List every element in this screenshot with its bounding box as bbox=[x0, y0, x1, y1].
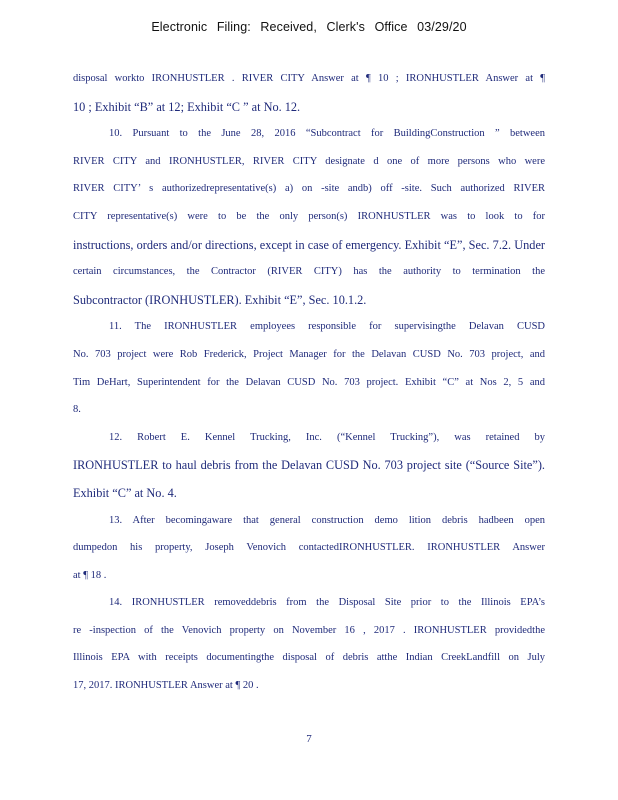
text-line: IRONHUSTLER to haul debris from the Delavan CUSD No. 703 project site (“Source Site”). bbox=[73, 458, 545, 473]
text-line: 12. Robert E. Kennel Trucking, Inc. (“Kennel Trucking”), was retained by bbox=[109, 431, 545, 443]
text-line: at ¶ 18 . bbox=[73, 569, 107, 581]
text-line: Subcontractor (IRONHUSTLER). Exhibit “E”, Sec. 10.1.2. bbox=[73, 292, 367, 307]
text-line: 11. The IRONHUSTLER employees responsible for supervisingthe Delavan CUSD bbox=[109, 321, 545, 333]
filing-header: Electronic Filing: Received, Clerk's Office 03/29/20 bbox=[151, 20, 467, 34]
paragraph-12 bbox=[73, 429, 545, 512]
text-line: 8. bbox=[73, 404, 81, 416]
paragraph-13 bbox=[73, 512, 545, 595]
text-line: Exhibit “C” at No. 4. bbox=[73, 485, 177, 500]
text-line: CITY representative(s) were to be the only person(s) IRONHUSTLER was to look to for bbox=[73, 210, 545, 222]
paragraph-continuation bbox=[73, 70, 545, 125]
text-line: Illinois EPA with receipts documentingthe disposal of debris atthe Indian CreekLandfill on July bbox=[73, 652, 545, 664]
text-line: certain circumstances, the Contractor (RIVER CITY) has the authority to termination the bbox=[73, 266, 545, 278]
text-line: RIVER CITY and IRONHUSTLER, RIVER CITY designate d one of more persons who were bbox=[73, 155, 545, 167]
text-line: 10 ; Exhibit “B” at 12; Exhibit “C ” at No. 12. bbox=[73, 99, 301, 114]
text-line: Tim DeHart, Superintendent for the Delavan CUSD No. 703 project. Exhibit “C” at Nos 2, 5 and bbox=[73, 376, 545, 388]
paragraph-10 bbox=[73, 125, 545, 318]
paragraph-14 bbox=[73, 594, 545, 704]
text-line: RIVER CITY’ s authorizedrepresentative(s) a) on -site andb) off -site. Such authorized RIVER bbox=[73, 183, 545, 195]
text-line: instructions, orders and/or directions, except in case of emergency. Exhibit “E”, Sec. 7.2. Under bbox=[73, 237, 545, 252]
text-line: 14. IRONHUSTLER removeddebris from the Disposal Site prior to the Illinois EPA’s bbox=[109, 597, 545, 609]
document-body bbox=[73, 70, 545, 705]
text-line: 17, 2017. IRONHUSTLER Answer at ¶ 20 . bbox=[73, 680, 259, 692]
paragraph-11 bbox=[73, 318, 545, 428]
text-line: disposal workto IRONHUSTLER . RIVER CITY Answer at ¶ 10 ; IRONHUSTLER Answer at ¶ bbox=[73, 73, 545, 84]
text-line: dumpedon his property, Joseph Venovich contactedIRONHUSTLER. IRONHUSTLER Answer bbox=[73, 542, 545, 554]
text-line: 13. After becomingaware that general construction demo lition debris hadbeen open bbox=[109, 514, 545, 526]
text-line: 10. Pursuant to the June 28, 2016 “Subcontract for BuildingConstruction ” between bbox=[109, 128, 545, 140]
text-line: re -inspection of the Venovich property on November 16 , 2017 . IRONHUSTLER providedthe bbox=[73, 624, 545, 636]
page-number: 7 bbox=[306, 733, 312, 745]
text-line: No. 703 project were Rob Frederick, Project Manager for the Delavan CUSD No. 703 project, and bbox=[73, 348, 545, 360]
